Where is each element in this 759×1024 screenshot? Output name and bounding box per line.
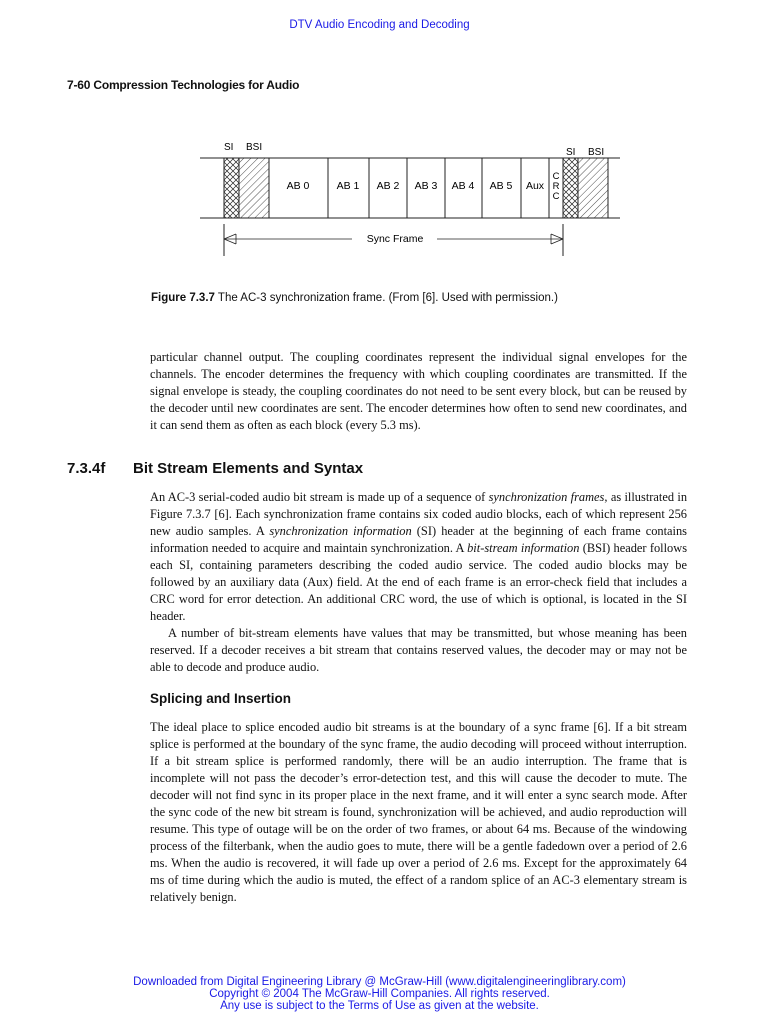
section-title: Bit Stream Elements and Syntax xyxy=(133,460,364,477)
block-label: AB 5 xyxy=(489,180,513,192)
crc-letter: R xyxy=(552,181,560,192)
footer-line-1[interactable]: Downloaded from Digital Engineering Library @ McGraw-Hill (www.digitalengineeringlibrary.com) xyxy=(133,976,626,988)
paragraph-reserved: A number of bit-stream elements have values that may be transmitted, but whose meaning has been reserved. If a decoder receives a bit stream that contains reserved values, the decoder may or may not be able to decode and produce audio. xyxy=(150,626,687,674)
subheading: Splicing and Insertion xyxy=(150,691,292,706)
block-label: AB 0 xyxy=(286,180,310,192)
sync-frame-diagram xyxy=(200,138,620,260)
block-label: AB 1 xyxy=(336,180,360,192)
paragraph-coupling: particular channel output. The coupling coordinates represent the individual signal envelopes for the channels. The encoder determines the frequency with which coupling coordinates are transmitted. If the signal envelope is steady, the coupling coordinates do not need to be sent every block, but can be reused by the decoder until new coordinates are sent. The encoder determines how often to send new coordinates, and it can send them as often as each block (every 5.3 ms). xyxy=(150,350,687,432)
footer xyxy=(0,976,759,1012)
crc-letter: C xyxy=(552,171,560,182)
top-link[interactable]: DTV Audio Encoding and Decoding xyxy=(289,19,470,31)
sync-frame-label: Sync Frame xyxy=(366,233,424,245)
si-label-right: SI xyxy=(566,147,576,158)
caption-label: Figure 7.3.7 xyxy=(151,292,215,304)
block-label: AB 2 xyxy=(376,180,400,192)
bsi-block-right xyxy=(578,158,608,218)
footer-line-2: Copyright © 2004 The McGraw-Hill Companies. All rights reserved. xyxy=(209,988,550,1000)
si-block-left xyxy=(224,158,239,218)
footer-line-3[interactable]: Any use is subject to the Terms of Use as given at the website. xyxy=(220,1000,539,1012)
block-label: Aux xyxy=(525,180,545,192)
running-head: 7-60 Compression Technologies for Audio xyxy=(67,78,300,92)
section-number: 7.3.4f xyxy=(67,460,106,477)
si-label-left: SI xyxy=(224,142,234,153)
crc-letter: C xyxy=(552,191,560,202)
block-label: AB 4 xyxy=(451,180,475,192)
bsi-label-left: BSI xyxy=(246,142,263,153)
bsi-block-left xyxy=(239,158,269,218)
block-label: AB 3 xyxy=(414,180,438,192)
paragraph-splicing: The ideal place to splice encoded audio bit streams is at the boundary of a sync frame [6]. If a bit stream splice is performed at the boundary of the sync frame, the audio decoding will proceed without interruption. If a bit stream splice is performed randomly, there will be an audio interruption. The frame that is incomplete will not pass the decoder’s error-detection test, and this will cause the decoder to mute. The decoder will not find sync in its proper place in the next frame, and it will enter a sync search mode. After the sync code of the new bit stream is found, synchronization will be achieved, and audio reproduction will resume. This type of outage will be on the order of two frames, or about 64 ms. Because of the windowing process of the filterbank, when the audio goes to mute, there will be a gentle fadedown over a period of 2.6 ms. When the audio is recovered, it will fade up over a period of 2.6 ms. Except for the approximately 64 ms of time during which the audio is muted, the effect of a random splice of an AC-3 elementary stream is relatively benign. xyxy=(150,720,687,904)
bsi-label-right: BSI xyxy=(588,147,605,158)
figure-caption xyxy=(151,292,558,304)
caption-text: The AC-3 synchronization frame. (From [6]. Used with permission.) xyxy=(217,292,558,304)
si-block-right xyxy=(563,158,578,218)
paragraph-bit-stream: An AC-3 serial-coded audio bit stream is made up of a sequence of synchronization frames, as illustrated in Figure 7.3.7 [6]. Each synchronization frame contains six coded audio blocks, each of which represent 256 new audio samples. A synchronization information (SI) header at the beginning of each frame contains information needed to acquire and maintain synchronization. A bit-stream information (BSI) header follows each SI, containing parameters describing the coded audio service. The coded audio blocks may be followed by an auxiliary data (Aux) field. At the end of each frame is an error-check field that includes a CRC word for error detection. An additional CRC word, the use of which is optional, is located in the SI header. xyxy=(150,490,688,623)
